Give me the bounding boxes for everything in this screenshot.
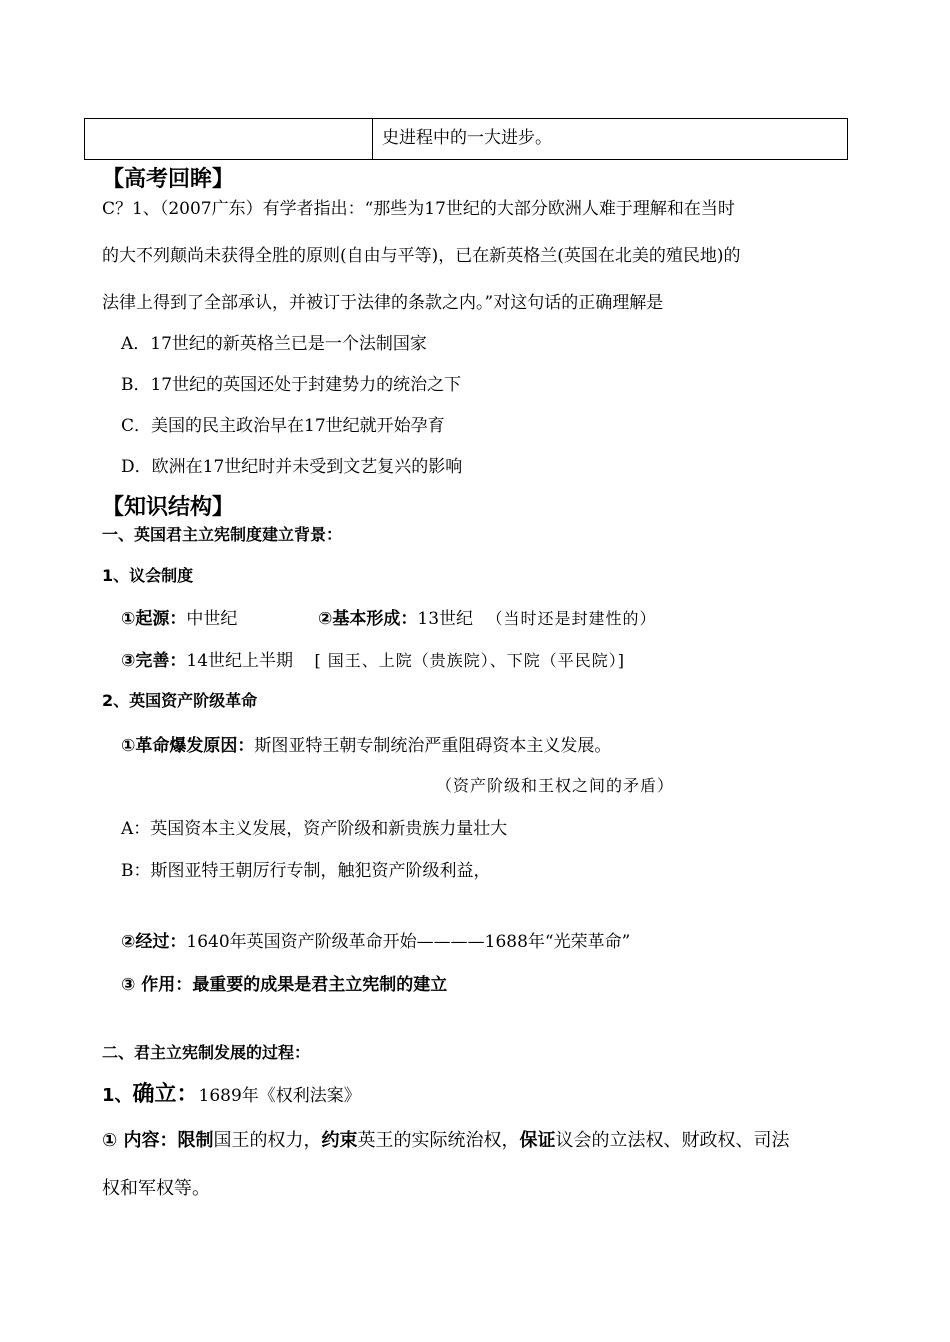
review-heading: 【高考回眸】 (102, 167, 235, 192)
table-fragment (84, 118, 848, 160)
option-c: C．美国的民主政治早在17世纪就开始孕育 (121, 416, 445, 436)
establish-value: 1689年《权利法案》 (198, 1086, 361, 1106)
process-value: 1640年英国资产阶级革命开始————1688年“光荣革命” (186, 932, 631, 952)
perfect-note: [ 国王、上院（贵族院）、下院（平民院）] (314, 651, 626, 670)
effect-value: 最重要的成果是君主立宪制的建立 (192, 975, 448, 995)
option-d: D．欧洲在17世纪时并未受到文艺复兴的影响 (121, 457, 463, 477)
section2-title: 二、君主立宪制发展的过程： (102, 1043, 311, 1062)
table-cell: 史进程中的一大进步。 (382, 128, 552, 148)
origin-value: 中世纪 (186, 609, 238, 629)
effect-row (121, 970, 447, 995)
table-column-divider (372, 119, 373, 159)
content-keyword-limit: 限制 (177, 1130, 214, 1151)
content-line-2: 权和军权等。 (102, 1178, 210, 1199)
formation-note: （当时还是封建性的） (486, 609, 657, 628)
sub2-title: 2、英国资产阶级革命 (102, 691, 258, 710)
establish-title: 确立： (132, 1082, 199, 1107)
formation-value: 13世纪 (417, 609, 474, 629)
content-keyword-restrict: 约束 (321, 1130, 358, 1151)
formation-label: ②基本形成： (318, 609, 418, 629)
perfect-label: ③完善： (121, 651, 187, 671)
process-row (121, 927, 630, 952)
structure-heading: 【知识结构】 (102, 495, 235, 520)
perfect-value: 14世纪上半期 (186, 651, 294, 671)
establish-row (102, 1077, 361, 1108)
formation-row (318, 604, 656, 629)
effect-label: ③ 作用： (121, 975, 193, 995)
option-a: A．17世纪的新英格兰已是一个法制国家 (121, 334, 427, 354)
point-b: B：斯图亚特王朝厉行专制，触犯资产阶级利益， (121, 861, 491, 881)
cause-value: 斯图亚特王朝专制统治严重阻碍资本主义发展。 (254, 736, 612, 756)
content-keyword-guarantee: 保证 (519, 1130, 556, 1151)
content-text-2: 英王的实际统治权， (357, 1130, 520, 1151)
question-line-1: C？1、（2007广东）有学者指出：“那些为17世纪的大部分欧洲人难于理解和在当时 (102, 199, 735, 219)
question-line-2: 的大不列颠尚未获得全胜的原则(自由与平等)，已在新英格兰(英国在北美的殖民地)的 (102, 246, 741, 266)
cause-row (121, 731, 611, 756)
origin-row (121, 604, 237, 629)
establish-num: 1、 (102, 1085, 133, 1106)
question-line-3: 法律上得到了全部承认，并被订于法律的条款之内。”对这句话的正确理解是 (102, 293, 664, 313)
section1-title: 一、英国君主立宪制度建立背景： (102, 525, 343, 544)
sub1-title: 1、议会制度 (102, 566, 194, 585)
point-a: A：英国资本主义发展，资产阶级和新贵族力量壮大 (121, 819, 508, 839)
cause-label: ①革命爆发原因： (121, 736, 255, 756)
origin-label: ①起源： (121, 609, 187, 629)
perfect-row (121, 646, 625, 671)
content-text-1: 国王的权力， (213, 1130, 322, 1151)
process-label: ②经过： (121, 932, 187, 952)
cause-note: （资产阶级和王权之间的矛盾） (436, 776, 675, 795)
content-label: ① 内容： (102, 1130, 178, 1151)
content-text-3: 议会的立法权、财政权、司法 (555, 1130, 790, 1151)
option-b: B．17世纪的英国还处于封建势力的统治之下 (121, 375, 462, 395)
content-row (102, 1126, 790, 1152)
